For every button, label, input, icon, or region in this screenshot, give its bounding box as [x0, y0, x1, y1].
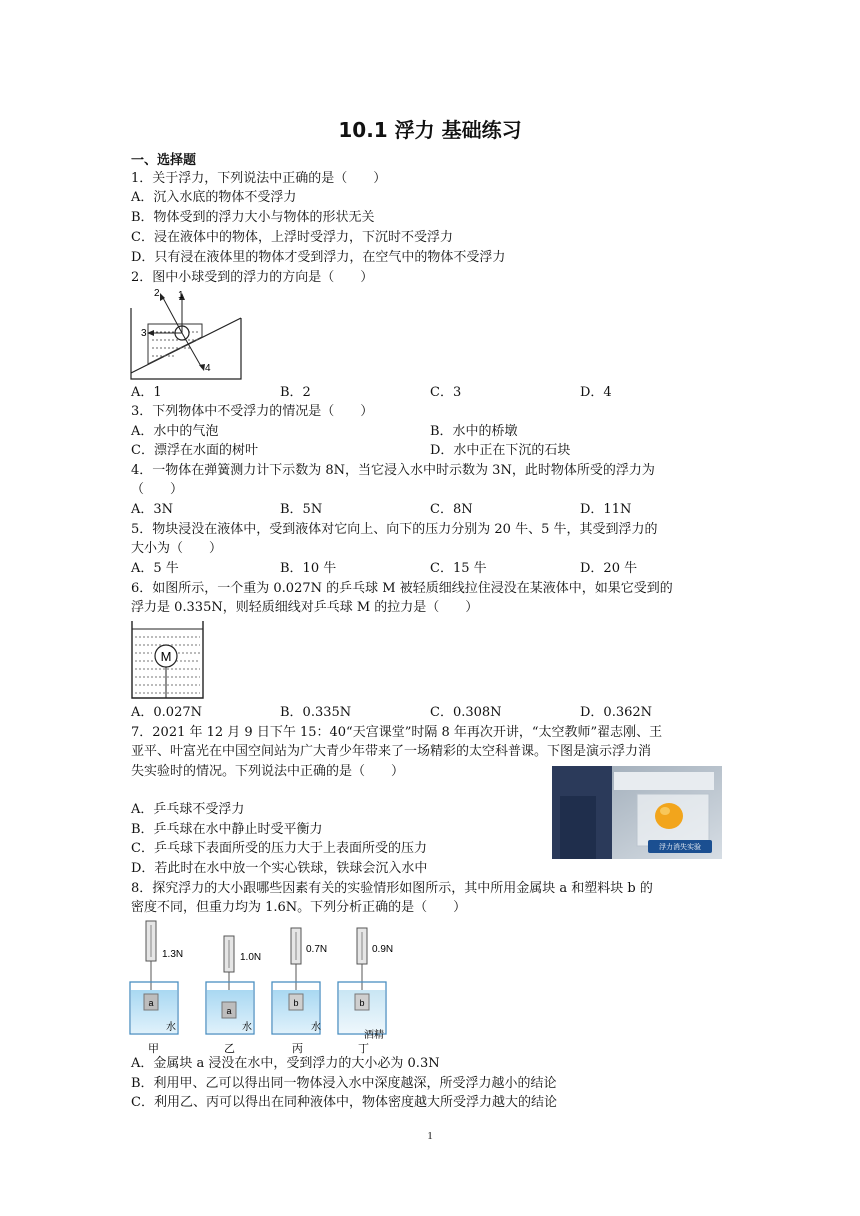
- q7-option-a: A．乒乓球不受浮力: [131, 802, 245, 817]
- q1-option-d: D．只有浸在液体里的物体才受到浮力，在空气中的物体不受浮力: [131, 250, 506, 265]
- q1-stem: 1．关于浮力，下列说法中正确的是（ ）: [131, 171, 387, 186]
- q2-stem: 2．图中小球受到的浮力的方向是（ ）: [131, 270, 374, 285]
- q2-label-1: 1: [178, 290, 184, 301]
- q5-option-a: A．5 牛: [131, 561, 179, 576]
- q8-reading-yi: 1.0N: [240, 952, 262, 963]
- q7-stem-line3: 失实验时的情况。下列说法中正确的是（ ）: [131, 764, 405, 779]
- q4-option-d: D．11N: [580, 502, 632, 517]
- q8-label-bing: 丙: [292, 1043, 303, 1055]
- q5-option-c: C．15 牛: [430, 561, 487, 576]
- q8-option-b: B．利用甲、乙可以得出同一物体浸入水中深度越深，所受浮力越小的结论: [131, 1076, 557, 1091]
- q8-liquid-yi: 水: [242, 1022, 252, 1033]
- q1-option-a: A．沉入水底的物体不受浮力: [131, 190, 297, 205]
- q4-option-a: A．3N: [131, 502, 174, 517]
- q7-stem-line1: 7．2021 年 12 月 9 日下午 15：40“天宫课堂”时隔 8 年再次开讲，“太空教师”翟志刚、王: [131, 725, 663, 740]
- q6-option-a: A．0.027N: [131, 705, 202, 720]
- q6-beaker-figure: [130, 619, 206, 701]
- q8-block-bing: b: [293, 998, 299, 1008]
- q2-option-d: D．4: [580, 385, 612, 400]
- q3-option-d: D．水中正在下沉的石块: [430, 443, 571, 458]
- q2-label-4: 4: [205, 363, 211, 374]
- q8-experiment-figure: [128, 918, 408, 1058]
- q6-ball-label: M: [160, 649, 172, 664]
- q4-stem-line1: 4．一物体在弹簧测力计下示数为 8N，当它浸入水中时示数为 3N，此时物体所受的浮力为: [131, 463, 655, 478]
- q3-option-a: A．水中的气泡: [131, 424, 219, 439]
- q6-stem-line1: 6．如图所示，一个重为 0.027N 的乒乓球 M 被轻质细线拉住浸没在某液体中，如果它受到的: [131, 581, 673, 596]
- q8-setup-yi: [206, 936, 261, 1055]
- q2-label-2: 2: [154, 288, 160, 299]
- q8-reading-bing: 0.7N: [306, 944, 328, 955]
- q7-option-b: B．乒乓球在水中静止时受平衡力: [131, 822, 323, 837]
- q5-stem-line2: 大小为（ ）: [131, 541, 223, 556]
- q2-label-3: 3: [141, 328, 147, 339]
- q8-label-yi: 乙: [224, 1043, 235, 1055]
- q8-stem-line2: 密度不同，但重力均为 1.6N。下列分析正确的是（ ）: [131, 900, 467, 915]
- q8-block-yi: a: [226, 1006, 232, 1016]
- q2-option-b: B．2: [280, 385, 311, 400]
- q8-liquid-bing: 水: [311, 1022, 321, 1033]
- q7-space-station-photo: [552, 766, 722, 859]
- q2-option-c: C．3: [430, 385, 462, 400]
- page-title: 10.1 浮力 基础练习: [338, 118, 522, 142]
- q8-reading-ding: 0.9N: [372, 944, 394, 955]
- q8-label-jia: 甲: [148, 1043, 159, 1055]
- q8-block-ding: b: [359, 998, 365, 1008]
- q8-reading-jia: 1.3N: [162, 949, 184, 960]
- q7-stem-line2: 亚平、叶富光在中国空间站为广大青少年带来了一场精彩的太空科普课。下图是演示浮力消: [131, 744, 652, 759]
- q3-stem: 3．下列物体中不受浮力的情况是（ ）: [131, 404, 374, 419]
- q2-incline-figure: [130, 288, 246, 382]
- q4-option-c: C．8N: [430, 502, 473, 517]
- q3-option-c: C．漂浮在水面的树叶: [131, 443, 258, 458]
- page-number: 1: [427, 1130, 433, 1142]
- q7-option-c: C．乒乓球下表面所受的压力大于上表面所受的压力: [131, 841, 427, 856]
- q1-option-b: B．物体受到的浮力大小与物体的形状无关: [131, 210, 375, 225]
- q6-option-d: D．0.362N: [580, 705, 653, 720]
- q8-block-jia: a: [148, 998, 154, 1008]
- q5-option-b: B．10 牛: [280, 561, 337, 576]
- q7-photo-caption: 浮力消失实验: [659, 844, 701, 851]
- q6-stem-line2: 浮力是 0.335N，则轻质细线对乒乓球 M 的拉力是（ ）: [131, 600, 479, 615]
- q6-option-b: B．0.335N: [280, 705, 352, 720]
- q8-setup-ding: [338, 928, 393, 1055]
- q8-option-a: A．金属块 a 浸没在水中，受到浮力的大小必为 0.3N: [131, 1056, 440, 1071]
- q6-option-c: C．0.308N: [430, 705, 502, 720]
- q8-setup-bing: [272, 928, 327, 1055]
- q3-option-b: B．水中的桥墩: [430, 424, 518, 439]
- q4-option-b: B．5N: [280, 502, 323, 517]
- q1-option-c: C．浸在液体中的物体，上浮时受浮力，下沉时不受浮力: [131, 230, 453, 245]
- q5-stem-line1: 5．物块浸没在液体中，受到液体对它向上、向下的压力分别为 20 牛、5 牛，其受到浮力的: [131, 522, 658, 537]
- q8-option-c: C．利用乙、丙可以得出在同种液体中，物体密度越大所受浮力越大的结论: [131, 1095, 557, 1110]
- q2-option-a: A．1: [131, 385, 162, 400]
- q7-option-d: D．若此时在水中放一个实心铁球，铁球会沉入水中: [131, 861, 428, 876]
- q8-liquid-ding: 酒精: [364, 1030, 384, 1041]
- section-heading: 一、选择题: [131, 153, 197, 168]
- q5-option-d: D．20 牛: [580, 561, 638, 576]
- q8-stem-line1: 8．探究浮力的大小跟哪些因素有关的实验情形如图所示，其中所用金属块 a 和塑料块 b 的: [131, 881, 653, 896]
- q4-stem-line2: （ ）: [131, 482, 184, 497]
- q8-setup-jia: [130, 921, 183, 1055]
- q8-liquid-jia: 水: [166, 1022, 176, 1033]
- q8-label-ding: 丁: [358, 1043, 369, 1055]
